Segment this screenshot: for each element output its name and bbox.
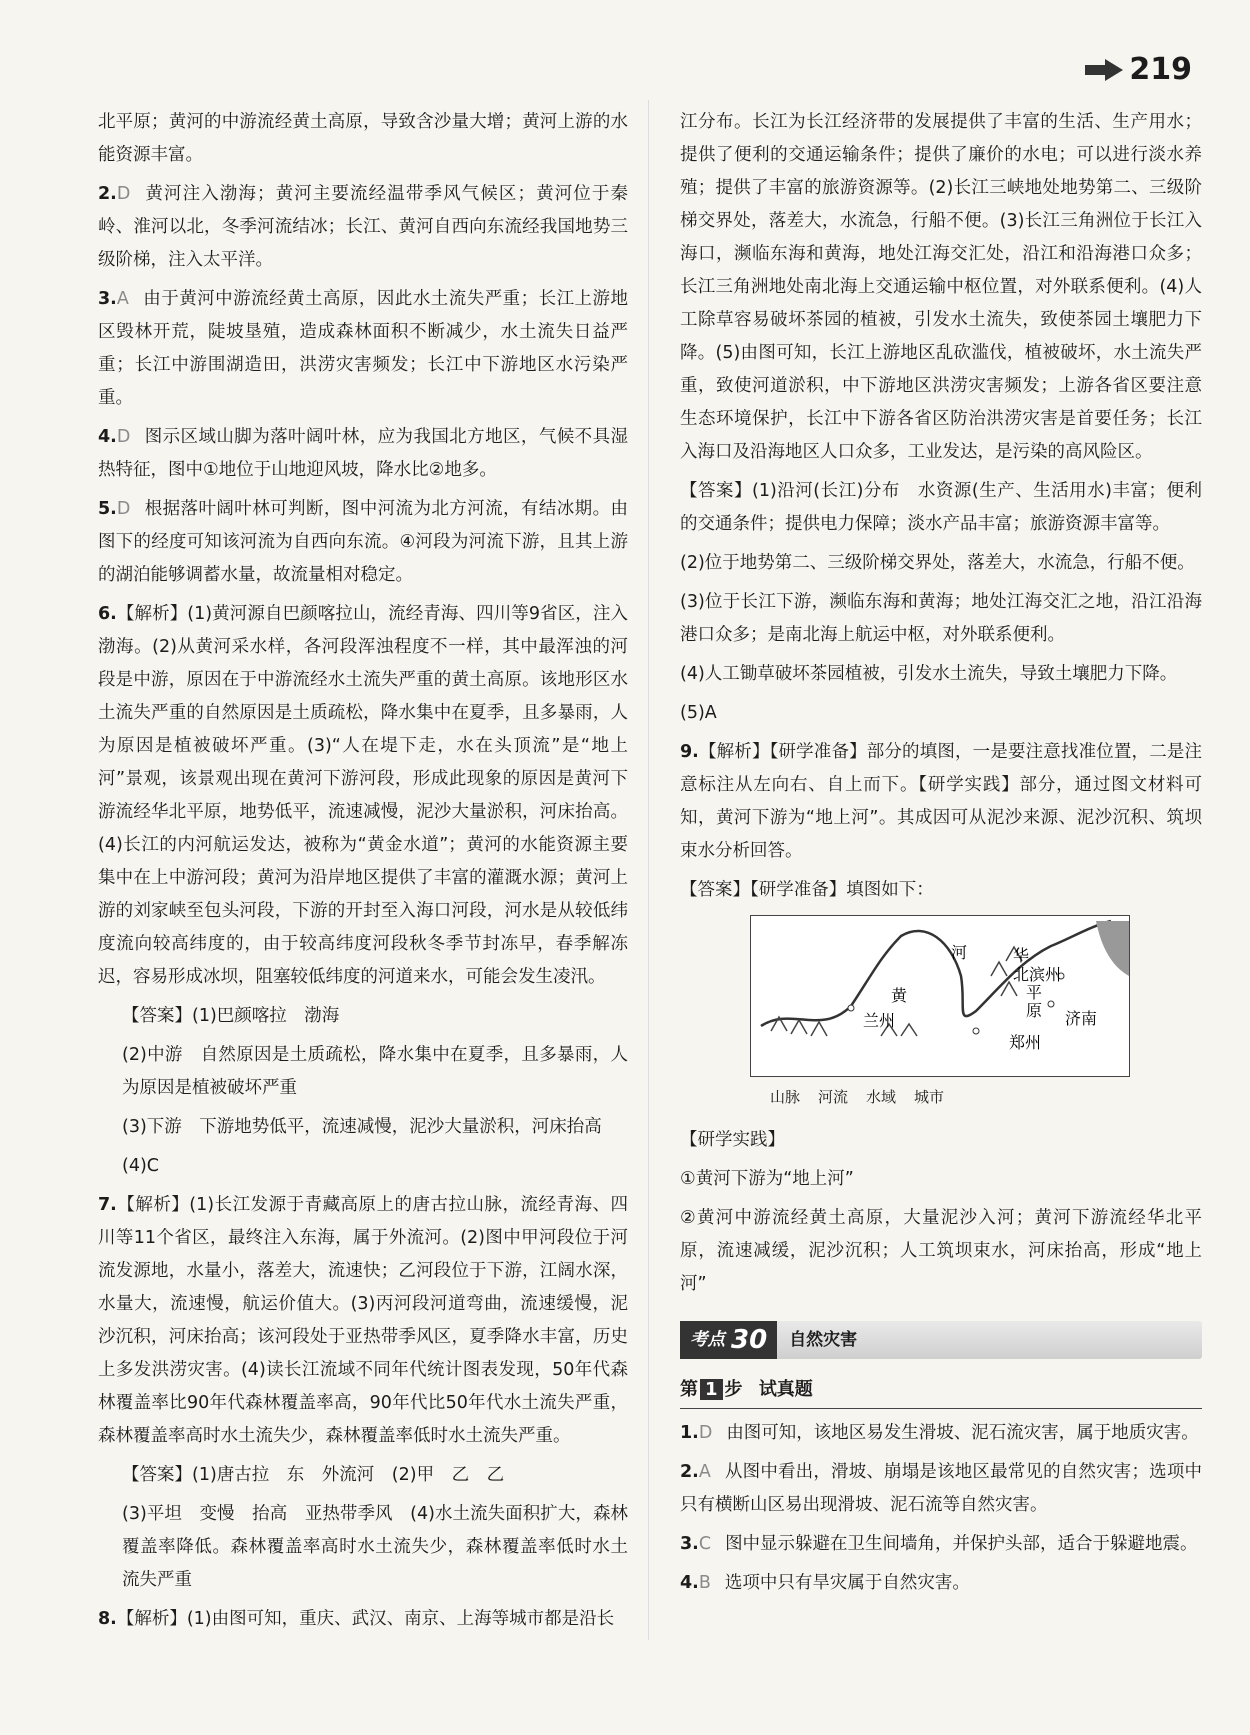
paragraph: [680, 874, 1202, 907]
paragraph: [680, 475, 1202, 541]
answer-option: A: [698, 1462, 711, 1482]
paragraph-text: 【解析】(1)长江发源于青藏高原上的唐古拉山脉，流经青海、四川等11个省区，最终注入东海，属于外流河。(2)图中甲河段位于河流发源地，水量小，落差大，流速快；乙河段位于下游，江阔水深，水量大，流速慢，航运价值大。(3)丙河段河道弯曲，流速缓慢，泥沙沉积，河床抬高；该河段处于亚热带季风区，夏季降水丰富，历史上多发洪涝灾害。(4)读长江流域不同年代统计图表发现，50年代森林覆盖率比90年代森林覆盖率高，90年代比50年代水土流失严重，森林覆盖率高时水土流失少，森林覆盖率低时水土流失严重。: [98, 1195, 628, 1446]
map-legend: [770, 1081, 1202, 1114]
page-number: 219: [1085, 52, 1192, 87]
paragraph: [680, 1456, 1202, 1522]
section-title: 自然灾害: [789, 1329, 858, 1350]
legend-item: 河流: [818, 1088, 849, 1106]
column-divider: [648, 100, 649, 1640]
paragraph: [98, 421, 628, 487]
question-number: 3.: [680, 1534, 699, 1554]
question-number: 2.: [98, 184, 117, 204]
paragraph-text: (5)A: [680, 703, 717, 723]
paragraph: [680, 1124, 1202, 1157]
arrow-right-icon: [1085, 59, 1123, 81]
section-banner: [680, 1321, 1202, 1359]
paragraph: [98, 598, 628, 994]
question-number: 1.: [680, 1423, 699, 1443]
paragraph-text: 图中显示躲避在卫生间墙角，并保护头部，适合于躲避地震。: [725, 1534, 1198, 1554]
paragraph: [680, 697, 1202, 730]
paragraph-text: (3)下游 下游地势低平，流速减慢，泥沙大量淤积，河床抬高: [122, 1117, 602, 1137]
paragraph-text: (2)位于地势第二、三级阶梯交界处，落差大，水流急，行船不便。: [680, 553, 1195, 573]
paragraph: [98, 1498, 628, 1597]
paragraph-text: 【研学实践】: [680, 1130, 785, 1150]
legend-item: 水域: [866, 1088, 897, 1106]
paragraph-text: ②黄河中游流经黄土高原，大量泥沙入河；黄河下游流经华北平原，流速减缓，泥沙沉积；人工筑坝束水，河床抬高，形成“地上河”: [680, 1208, 1202, 1294]
paragraph-text: 【解析】(1)由图可知，重庆、武汉、南京、上海等城市都是沿长: [116, 1609, 615, 1629]
paragraph: [680, 736, 1202, 868]
paragraph: [680, 658, 1202, 691]
legend-item: 山脉: [770, 1088, 801, 1106]
paragraph: [98, 178, 628, 277]
map-label: 郑州: [1009, 1033, 1042, 1052]
map-svg: [751, 916, 1129, 1076]
answer-option: A: [116, 289, 129, 309]
paragraph: [98, 1459, 628, 1492]
question-number: 6.: [98, 604, 117, 624]
paragraph-text: 从图中看出，滑坡、崩塌是该地区最常见的自然灾害；选项中只有横断山区易出现滑坡、泥石流等自然灾害。: [680, 1462, 1202, 1515]
paragraph-text: 【解析】【研学准备】部分的填图，一是要注意找准位置，二是注意标注从左向右、自上而下。【研学实践】部分，通过图文材料可知，黄河下游为“地上河”。其成因可从泥沙来源、泥沙沉积、筑坝束水分析回答。: [680, 742, 1202, 861]
map-label: 济南: [1065, 1009, 1098, 1028]
map-label: 平: [1026, 983, 1043, 1002]
answer-option: D: [116, 184, 131, 204]
map-label: 原: [1026, 1001, 1043, 1020]
paragraph: [98, 1039, 628, 1105]
question-number: 2.: [680, 1462, 699, 1482]
right-column: [680, 106, 1202, 1606]
paragraph: [98, 283, 628, 415]
question-number: 5.: [98, 499, 117, 519]
paragraph: [98, 1603, 628, 1636]
paragraph-text: (3)平坦 变慢 抬高 亚热带季风 (4)水土流失面积扩大，森林覆盖率降低。森林覆盖率高时水土流失少，森林覆盖率低时水土流失严重: [122, 1504, 628, 1590]
map-label: 华: [1013, 946, 1030, 965]
answer-option: B: [698, 1573, 711, 1593]
legend-item: 城市: [914, 1088, 945, 1106]
paragraph: [98, 1000, 628, 1033]
paragraph: [680, 1202, 1202, 1301]
paragraph-text: 【答案】(1)巴颜喀拉 渤海: [122, 1006, 340, 1026]
question-number: 4.: [680, 1573, 699, 1593]
paragraph: [680, 1163, 1202, 1196]
paragraph-text: 由于黄河中游流经黄土高原，因此水土流失严重；长江上游地区毁林开荒，陡坡垦殖，造成森林面积不断减少，水土流失日益严重；长江中游围湖造田，洪涝灾害频发；长江中下游地区水污染严重。: [98, 289, 628, 408]
paragraph-text: (4)C: [122, 1156, 160, 1176]
paragraph-text: (4)人工锄草破坏茶园植被，引发水土流失，导致土壤肥力下降。: [680, 664, 1178, 684]
paragraph: [680, 1528, 1202, 1561]
question-number: 9.: [680, 742, 699, 762]
paragraph-text: 【答案】【研学准备】填图如下：: [680, 880, 934, 900]
map-label: 河: [951, 943, 968, 962]
paragraph-text: 江分布。长江为长江经济带的发展提供了丰富的生活、生产用水；提供了便利的交通运输条件；提供了廉价的水电；可以进行淡水养殖；提供了丰富的旅游资源等。(2)长江三峡地处地势第二、三级阶梯交界处，落差大，水流急，行船不便。(3)长江三角洲位于长江入海口，濒临东海和黄海，地处江海交汇处，沿江和沿海港口众多；长江三角洲地处南北海上交通运输中枢位置，对外联系便利。(4)人工除草容易破坏茶园的植被，引发水土流失，致使茶园土壤肥力下降。(5)由图可知，长江上游地区乱砍滥伐，植被破坏，水土流失严重，致使河道淤积，中下游地区洪涝灾害频发；上游各省区要注意生态环境保护，长江中下游各省区防治洪涝灾害是首要任务；长江入海口及沿海地区人口众多，工业发达，是污染的高风险区。: [680, 112, 1202, 462]
paragraph-text: 选项中只有旱灾属于自然灾害。: [724, 1573, 970, 1593]
question-number: 8.: [98, 1609, 117, 1629]
paragraph-text: 北平原；黄河的中游流经黄土高原，导致含沙量大增；黄河上游的水能资源丰富。: [98, 112, 628, 165]
answer-option: C: [698, 1534, 712, 1554]
paragraph: [98, 1150, 628, 1183]
paragraph: [98, 1189, 628, 1453]
paragraph-text: (2)中游 自然原因是土质疏松，降水集中在夏季，且多暴雨，人为原因是植被破坏严重: [122, 1045, 628, 1098]
paragraph: [680, 106, 1202, 469]
paragraph: [98, 106, 628, 172]
map-label: 黄: [891, 986, 908, 1005]
paragraph: [98, 493, 628, 592]
paragraph-text: ①黄河下游为“地上河”: [680, 1169, 854, 1189]
answer-option: D: [698, 1423, 713, 1443]
answer-option: D: [116, 499, 131, 519]
paragraph: [680, 1417, 1202, 1450]
left-column: [98, 106, 628, 1642]
yellow-river-map: [750, 915, 1130, 1077]
paragraph-text: (3)位于长江下游，濒临东海和黄海；地处江海交汇之地，沿江沿海港口众多；是南北海上航运中枢，对外联系便利。: [680, 592, 1202, 645]
paragraph-text: 黄河注入渤海；黄河主要流经温带季风气候区；黄河位于秦岭、淮河以北，冬季河流结冰；长江、黄河自西向东流经我国地势三级阶梯，注入太平洋。: [98, 184, 628, 270]
paragraph-text: 【答案】(1)沿河(长江)分布 水资源(生产、生活用水)丰富；便利的交通条件；提供电力保障；淡水产品丰富；旅游资源丰富等。: [680, 481, 1202, 534]
paragraph: [680, 1567, 1202, 1600]
question-number: 3.: [98, 289, 117, 309]
paragraph: [98, 1111, 628, 1144]
paragraph: [680, 586, 1202, 652]
paragraph-text: 【答案】(1)唐古拉 东 外流河 (2)甲 乙 乙: [122, 1465, 505, 1485]
paragraph-text: 图示区域山脚为落叶阔叶林，应为我国北方地区，气候不具湿热特征，图中①地位于山地迎风坡，降水比②地多。: [98, 427, 628, 480]
answer-option: D: [116, 427, 131, 447]
map-label: 兰州: [863, 1011, 896, 1030]
paragraph-text: 【解析】(1)黄河源自巴颜喀拉山，流经青海、四川等9省区，注入渤海。(2)从黄河采水样，各河段浑浊程度不一样，其中最浑浊的河段是中游，原因在于中游流经水土流失严重的黄土高原。该地形区水土流失严重的自然原因是土质疏松，降水集中在夏季，且多暴雨，人为原因是植被破坏严重。(3)“人在堤下走，水在头顶流”是“地上河”景观，该景观出现在黄河下游河段，形成此现象的原因是黄河下游流经华北平原，地势低平，流速减慢，泥沙大量淤积，河床抬高。(4)长江的内河航运发达，被称为“黄金水道”；黄河的水能资源主要集中在上中游河段；黄河为沿岸地区提供了丰富的灌溉水源；黄河上游的刘家峡至包头河段，下游的开封至入海口河段，河水是从较低纬度流向较高纬度的，由于较高纬度河段秋冬季节封冻早，春季解冻迟，容易形成冰坝，阻塞较低纬度的河道来水，可能会发生凌汛。: [98, 604, 628, 987]
paragraph-text: 根据落叶阔叶林可判断，图中河流为北方河流，有结冰期。由图下的经度可知该河流为自西向东流。④河段为河流下游，且其上游的湖泊能够调蓄水量，故流量相对稳定。: [98, 499, 628, 585]
step-heading: 第 1 步 试真题: [680, 1373, 1202, 1409]
paragraph: [680, 547, 1202, 580]
kaodian-badge: 考点 30: [680, 1321, 777, 1359]
question-number: 4.: [98, 427, 117, 447]
map-label: 北滨州: [1013, 965, 1062, 984]
question-number: 7.: [98, 1195, 117, 1215]
paragraph-text: 由图可知，该地区易发生滑坡、泥石流灾害，属于地质灾害。: [726, 1423, 1199, 1443]
